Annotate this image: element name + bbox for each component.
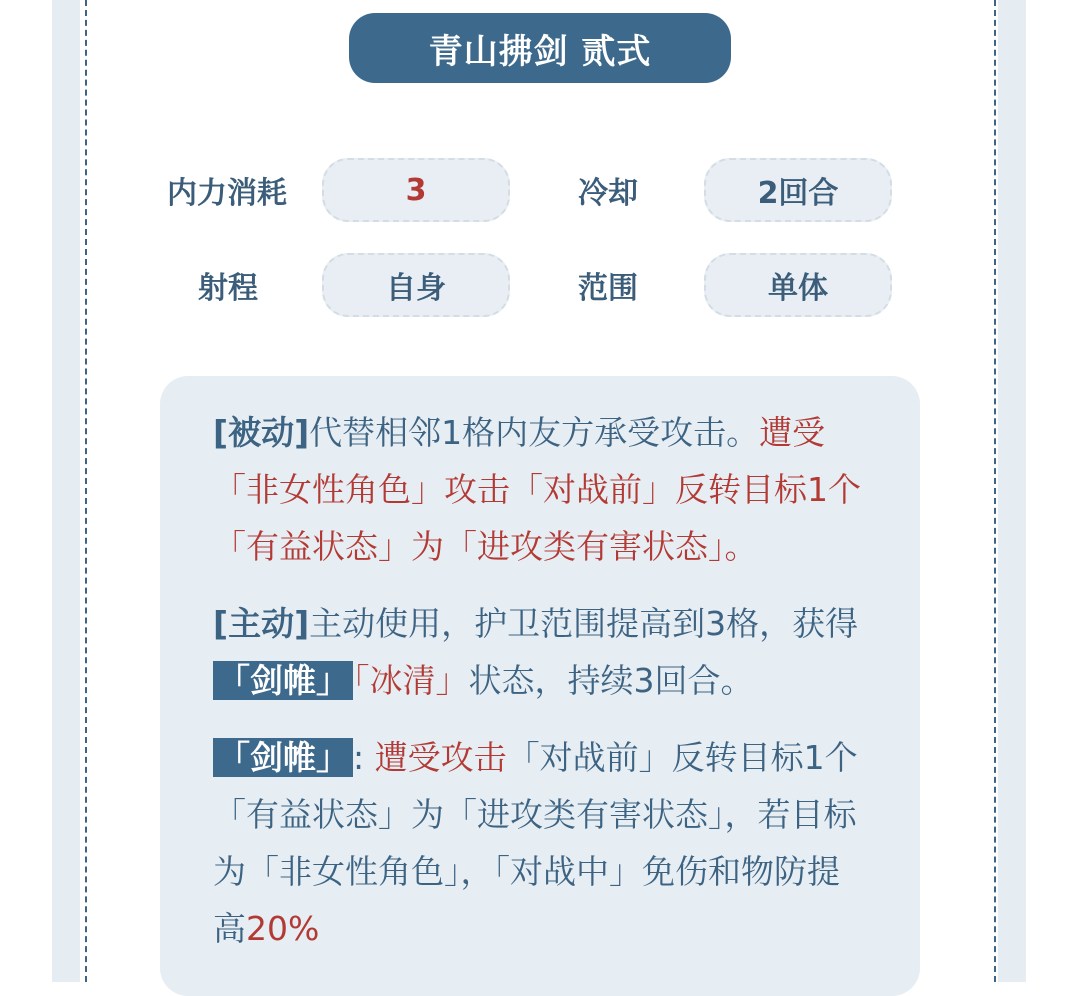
cooldown-value: 2回合: [704, 158, 892, 222]
passive-condition-text: 遭受「非女性角色」攻击「对战前」反转目标1个「有益状态」为「进攻类有害状态」。: [213, 413, 861, 566]
effect-paragraph: [213, 729, 870, 957]
right-dashed-border: [994, 0, 996, 982]
active-text-1: 主动使用，护卫范围提高到3格，获得: [309, 604, 859, 643]
left-margin: [0, 0, 52, 982]
cost-value: 3: [322, 158, 510, 222]
area-label: 范围: [578, 271, 638, 306]
effect-bonus-value: 20%: [246, 909, 320, 948]
effect-trigger-text: 遭受攻击: [374, 738, 507, 777]
description-panel: [160, 376, 920, 996]
range-label: 射程: [198, 271, 258, 306]
passive-tag: [被动]: [213, 413, 310, 452]
sword-curtain-effect-badge: 「剑帷」: [213, 738, 353, 777]
left-dashed-border: [85, 0, 87, 982]
cooldown-label: 冷却: [578, 176, 638, 211]
ice-clear-status: 「冰清」: [353, 661, 469, 700]
passive-paragraph: [213, 404, 870, 575]
range-value: 自身: [322, 253, 510, 317]
skill-title: 青山拂剑 贰式: [349, 13, 731, 83]
effect-colon: :: [353, 738, 375, 777]
sword-curtain-badge: 「剑帷」: [213, 661, 353, 700]
right-margin: [1026, 0, 1080, 982]
active-text-2: 状态，持续3回合。: [468, 661, 754, 700]
passive-text: 代替相邻1格内友方承受攻击。: [309, 413, 760, 452]
active-paragraph: [213, 595, 870, 709]
active-tag: [主动]: [213, 604, 310, 643]
cost-label: 内力消耗: [167, 176, 287, 211]
area-value: 单体: [704, 253, 892, 317]
effect-text: 「对战前」反转目标1个「有益状态」为「进攻类有害状态」，若目标为「非女性角色」，「对战中」免伤和物防提高: [213, 738, 858, 948]
